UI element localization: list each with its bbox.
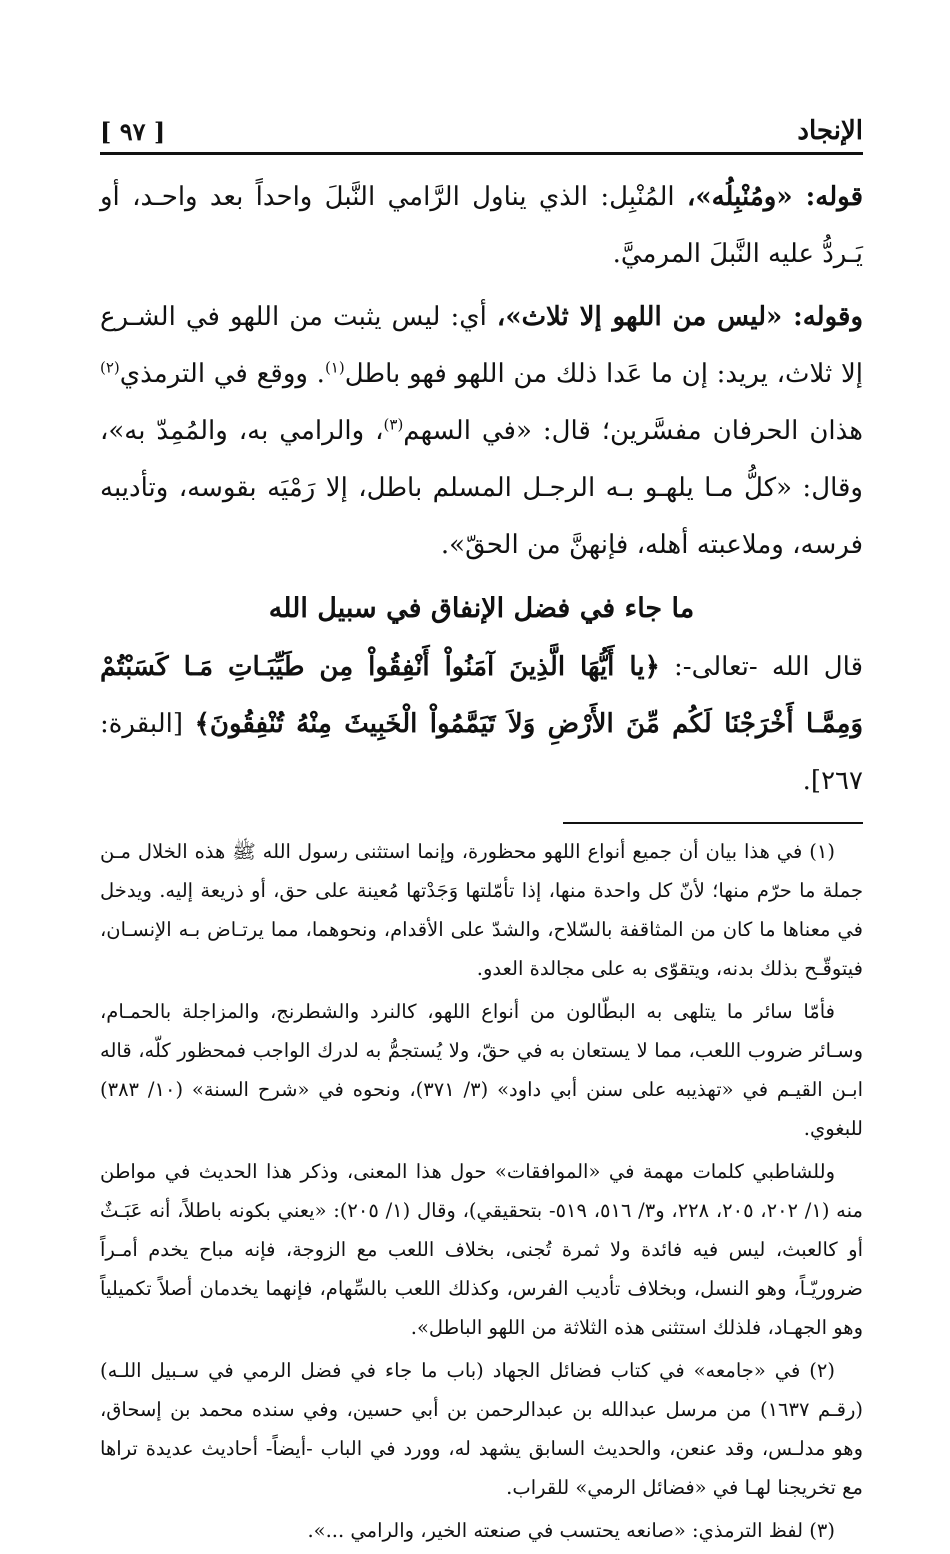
footnote-ref-3[interactable]: (٣): [383, 415, 404, 434]
footnote-3: (٣) لفظ الترمذي: «صانعه يحتسب في صنعته الخير، والرامي ...».: [307, 1519, 835, 1542]
paragraph-2-lead: وقوله: «ليس من اللهو إلا ثلاث»،: [496, 302, 863, 332]
paragraph-2-text-c: هذان الحرفان مفسَّرين؛ قال: «في السهم: [403, 416, 863, 446]
verse-intro: قال الله -تعالى-:: [659, 652, 864, 682]
footnotes: [100, 832, 863, 1550]
paragraph-1-lead: قوله: «ومُنْبِلُه»،: [686, 182, 863, 212]
paragraph-2-text-a: أي: ليس يثبت من اللهو في الشـرع إلا ثلاث، يريد: إن ما عَدا ذلك من اللهو فهو باطل: [100, 302, 863, 389]
page-header: [100, 100, 863, 155]
footnote-1: (١) في هذا بيان أن جميع أنواع اللهو محظورة، وإنما استثنى رسول الله ﷺ هذه الخلال مـن جملة ما حرّم منها؛ لأنّ كل واحدة منها، إذا تأمّلتها وَجَدْتها مُعينة على حق، أو ذريعة إليه. ويدخل في معناها ما كان من المثاقفة بالسّلاح، والشدّ على الأقدام، ونحوهما، مما يرتـاض بـه الإنسـان، فيتوقّـح بذلك بدنه، ويتقوّى به على مجالدة العدو.: [100, 840, 863, 980]
footnote-1-shatibi: وللشاطبي كلمات مهمة في «الموافقات» حول هذا المعنى، وذكر هذا الحديث في مواطن منه (١/ ٢٠٢، ٢٠٥، ٢٢٨، و٣/ ٥١٦، ٥١٩- بتحقيقي)، وقال (١/ ٢٠٥): «يعني بكونه باطلاً، أنه عَبَـثٌ أو كالعبث، ليس فيه فائدة ولا ثمرة تُجنى، بخلاف اللعب مع الزوجة، فإنه مباح يخدم أمـراً ضروريّـاً، وهو النسل، وبخلاف تأديب الفرس، وكذلك اللعب بالسِّهام، فإنهما يخدمان أصلاً تكميلياً وهو الجهـاد، فلذلك استثنى هذه الثلاثة من اللهو الباطل».: [100, 1160, 863, 1339]
running-head: الإنجاد: [797, 116, 863, 146]
page-number: [ ٩٧ ]: [100, 117, 166, 146]
footnote-1-continued: فأمّا سائر ما يتلهى به البطّالون من أنواع اللهو، كالنرد والشطرنج، والمزاجلة بالحمـام، وسـائر ضروب اللعب، مما لا يستعان به في حقّ، ولا يُستجمُّ به لدرك الواجب فمحظور كلّه، قاله ابـن القيـم في «تهذيبه على سنن أبي داود» (٣/ ٣٧١)، ونحوه في «شرح السنة» (١٠/ ٣٨٣) للبغوي.: [100, 1000, 863, 1140]
verse-reference: [البقرة: ٢٦٧].: [100, 709, 863, 796]
footnote-ref-1[interactable]: (١): [324, 358, 345, 377]
paragraph-2-text-d: ، والرامي به، والمُمِدّ به»، وقال: «كلُّ مـا يلهـو بـه الرجـل المسلم باطل، إلا رَمْيَه بقوسه، وتأديبه فرسه، وملاعبته أهله، فإنهنَّ من الحقّ».: [100, 416, 863, 560]
paragraph-1-text: المُنْبِل: الذي يناول الرَّامي النَّبلَ واحداً بعد واحـد، أو يَـردُّ عليه النَّبلَ المرميَّ.: [100, 182, 863, 269]
main-text: [100, 169, 863, 810]
book-page: [100, 100, 863, 1554]
quran-verse: ﴿يا أَيُّهَا الَّذِينَ آمَنُواْ أَنْفِقُواْ مِن طَيِّبَـاتِ مَـا كَسَبْتُمْ وَمِمَّـا أَخْرَجْنَا لَكُم مِّنَ الأَرْضِ وَلاَ تَيَمَّمُواْ الْخَبِيثَ مِنْهُ تُنْفِقُونَ﴾: [100, 652, 864, 739]
footnote-ref-2[interactable]: (٢): [100, 358, 120, 377]
footnote-2: (٢) في «جامعه» في كتاب فضائل الجهاد (باب ما جاء في فضل الرمي في سـبيل اللـه) (رقـم ١٦٣٧) من مرسل عبدالله بن عبدالرحمن بن أبي حسين، وفي سنده محمد بن إسحاق، وهو مدلـس، وقد عنعن، والحديث السابق يشهد له، وورد في الباب -أيضاً- أحاديث عديدة تراها مع تخريجنا لهـا في «فضائل الرمي» للقراب.: [100, 1359, 863, 1499]
footnote-separator: [563, 822, 863, 824]
section-title: ما جاء في فضل الإنفاق في سبيل الله: [268, 593, 695, 624]
verse-paragraph: [100, 639, 863, 810]
paragraph-2: [100, 289, 863, 574]
paragraph-2-text-b: . ووقع في الترمذي: [119, 359, 325, 389]
paragraph-1: [100, 169, 863, 283]
